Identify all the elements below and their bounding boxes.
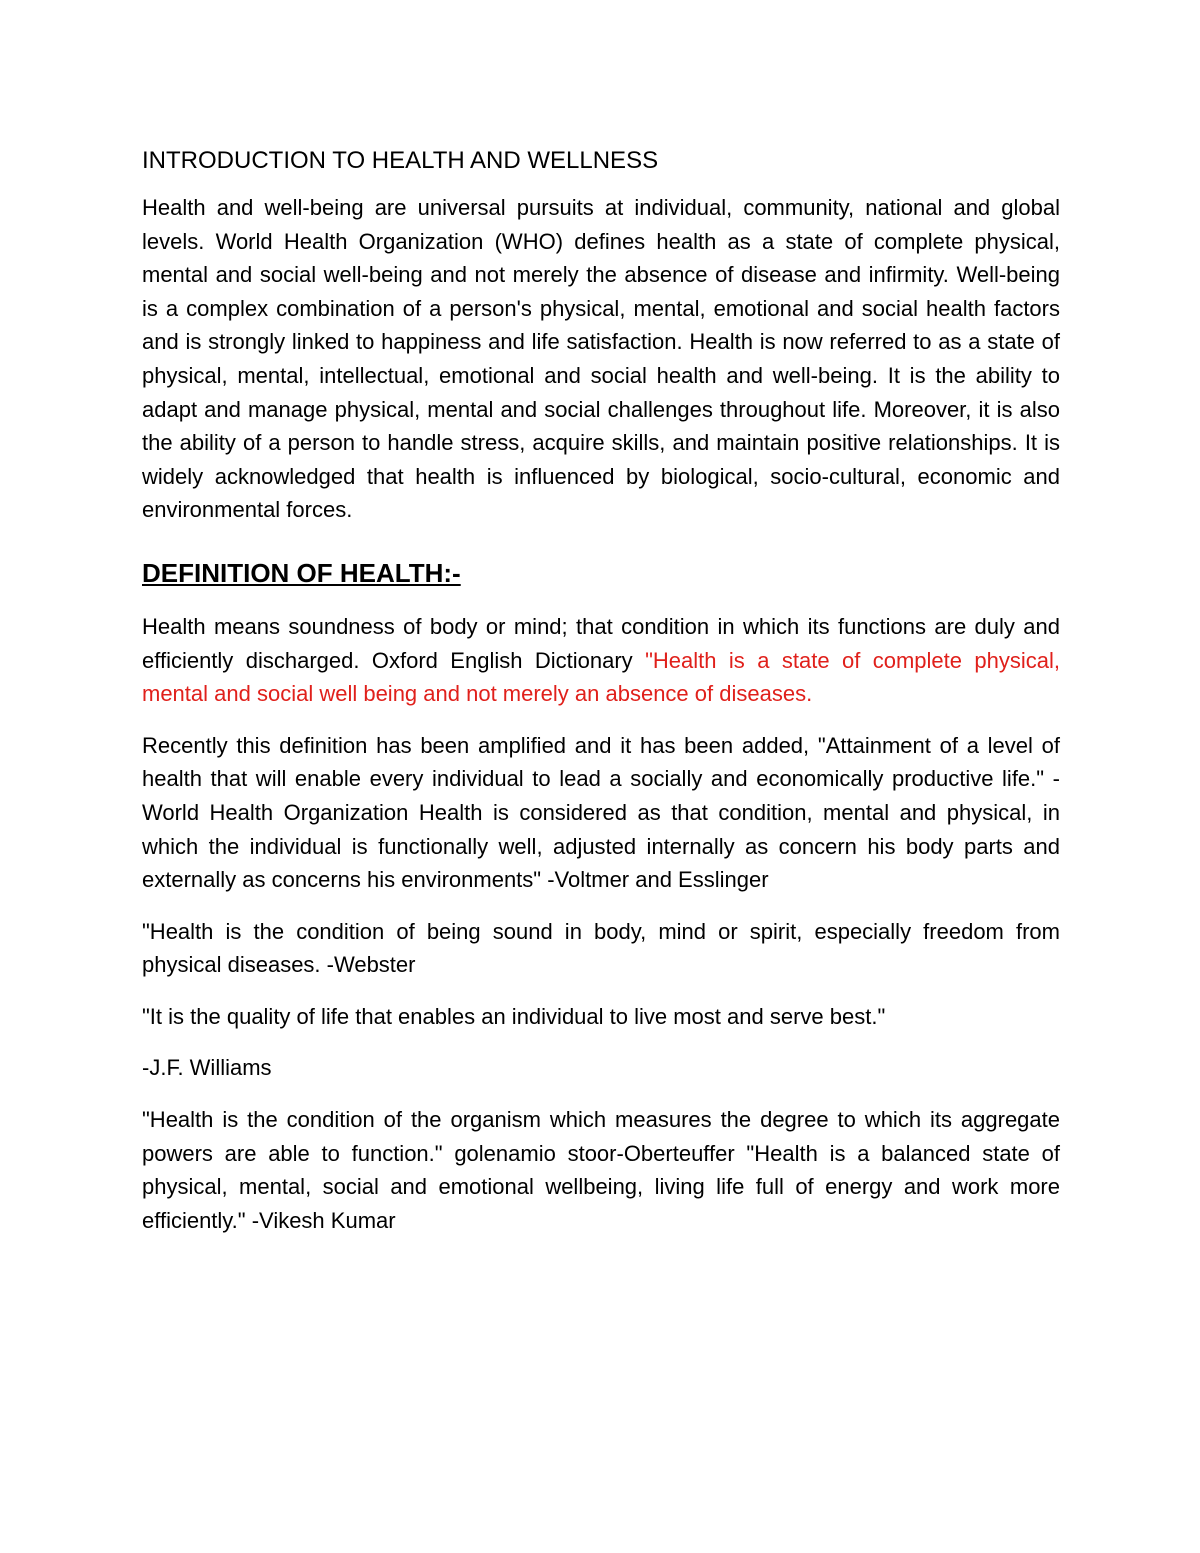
document-title: INTRODUCTION TO HEALTH AND WELLNESS: [142, 147, 659, 174]
definition-lead-text: Health means soundness of body or mind; that condition in which its functions are duly and efficiently discharged. Oxford English Dictionary: [142, 613, 1060, 673]
intro-paragraph: Health and well-being are universal pursuits at individual, community, national and global levels. World Health Organization (WHO) defines health as a state of complete physical, mental and social well-being and not merely the absence of disease and infirmity. Well-being is a complex combination of a person's physical, mental, emotional and social health factors and is strongly linked to happiness and life satisfaction. Health is now referred to as a state of physical, mental, intellectual, emotional and social health and well-being. It is the ability to adapt and manage physical, mental and social challenges throughout life. Moreover, it is also the ability of a person to handle stress, acquire skills, and maintain positive relationships. It is widely acknowledged that health is influenced by biological, socio-cultural, economic and environmental forces.: [142, 195, 1060, 523]
webster-quote: "Health is the condition of being sound in body, mind or spirit, especially freedom from physical diseases. -Webster: [142, 918, 1060, 978]
document-page: [142, 144, 1060, 1237]
final-paragraph: "Health is the condition of the organism which measures the degree to which its aggregate powers are able to function." golenamio stoor-Oberteuffer "Health is a balanced state of physical, mental, social and emotional wellbeing, living life full of energy and work more efficiently." -Vikesh Kumar: [142, 1107, 1060, 1233]
section-heading-definition: DEFINITION OF HEALTH:-: [142, 557, 461, 588]
definition-paragraph: [142, 610, 1060, 711]
definition-quote-highlight: "Health is a state of complete physical, mental and social well being and not merely an absence of diseases.: [142, 647, 1060, 707]
williams-author: -J.F. Williams: [142, 1055, 272, 1081]
williams-quote: "It is the quality of life that enables an individual to live most and serve best.": [142, 1003, 886, 1029]
amplified-definition-paragraph: Recently this definition has been amplified and it has been added, "Attainment of a level of health that will enable every individual to lead a socially and economically productive life." -World Health Organization Health is considered as that condition, mental and physical, in which the individual is functionally well, adjusted internally as concern his body parts and externally as concerns his environments" -Voltmer and Esslinger: [142, 732, 1060, 893]
